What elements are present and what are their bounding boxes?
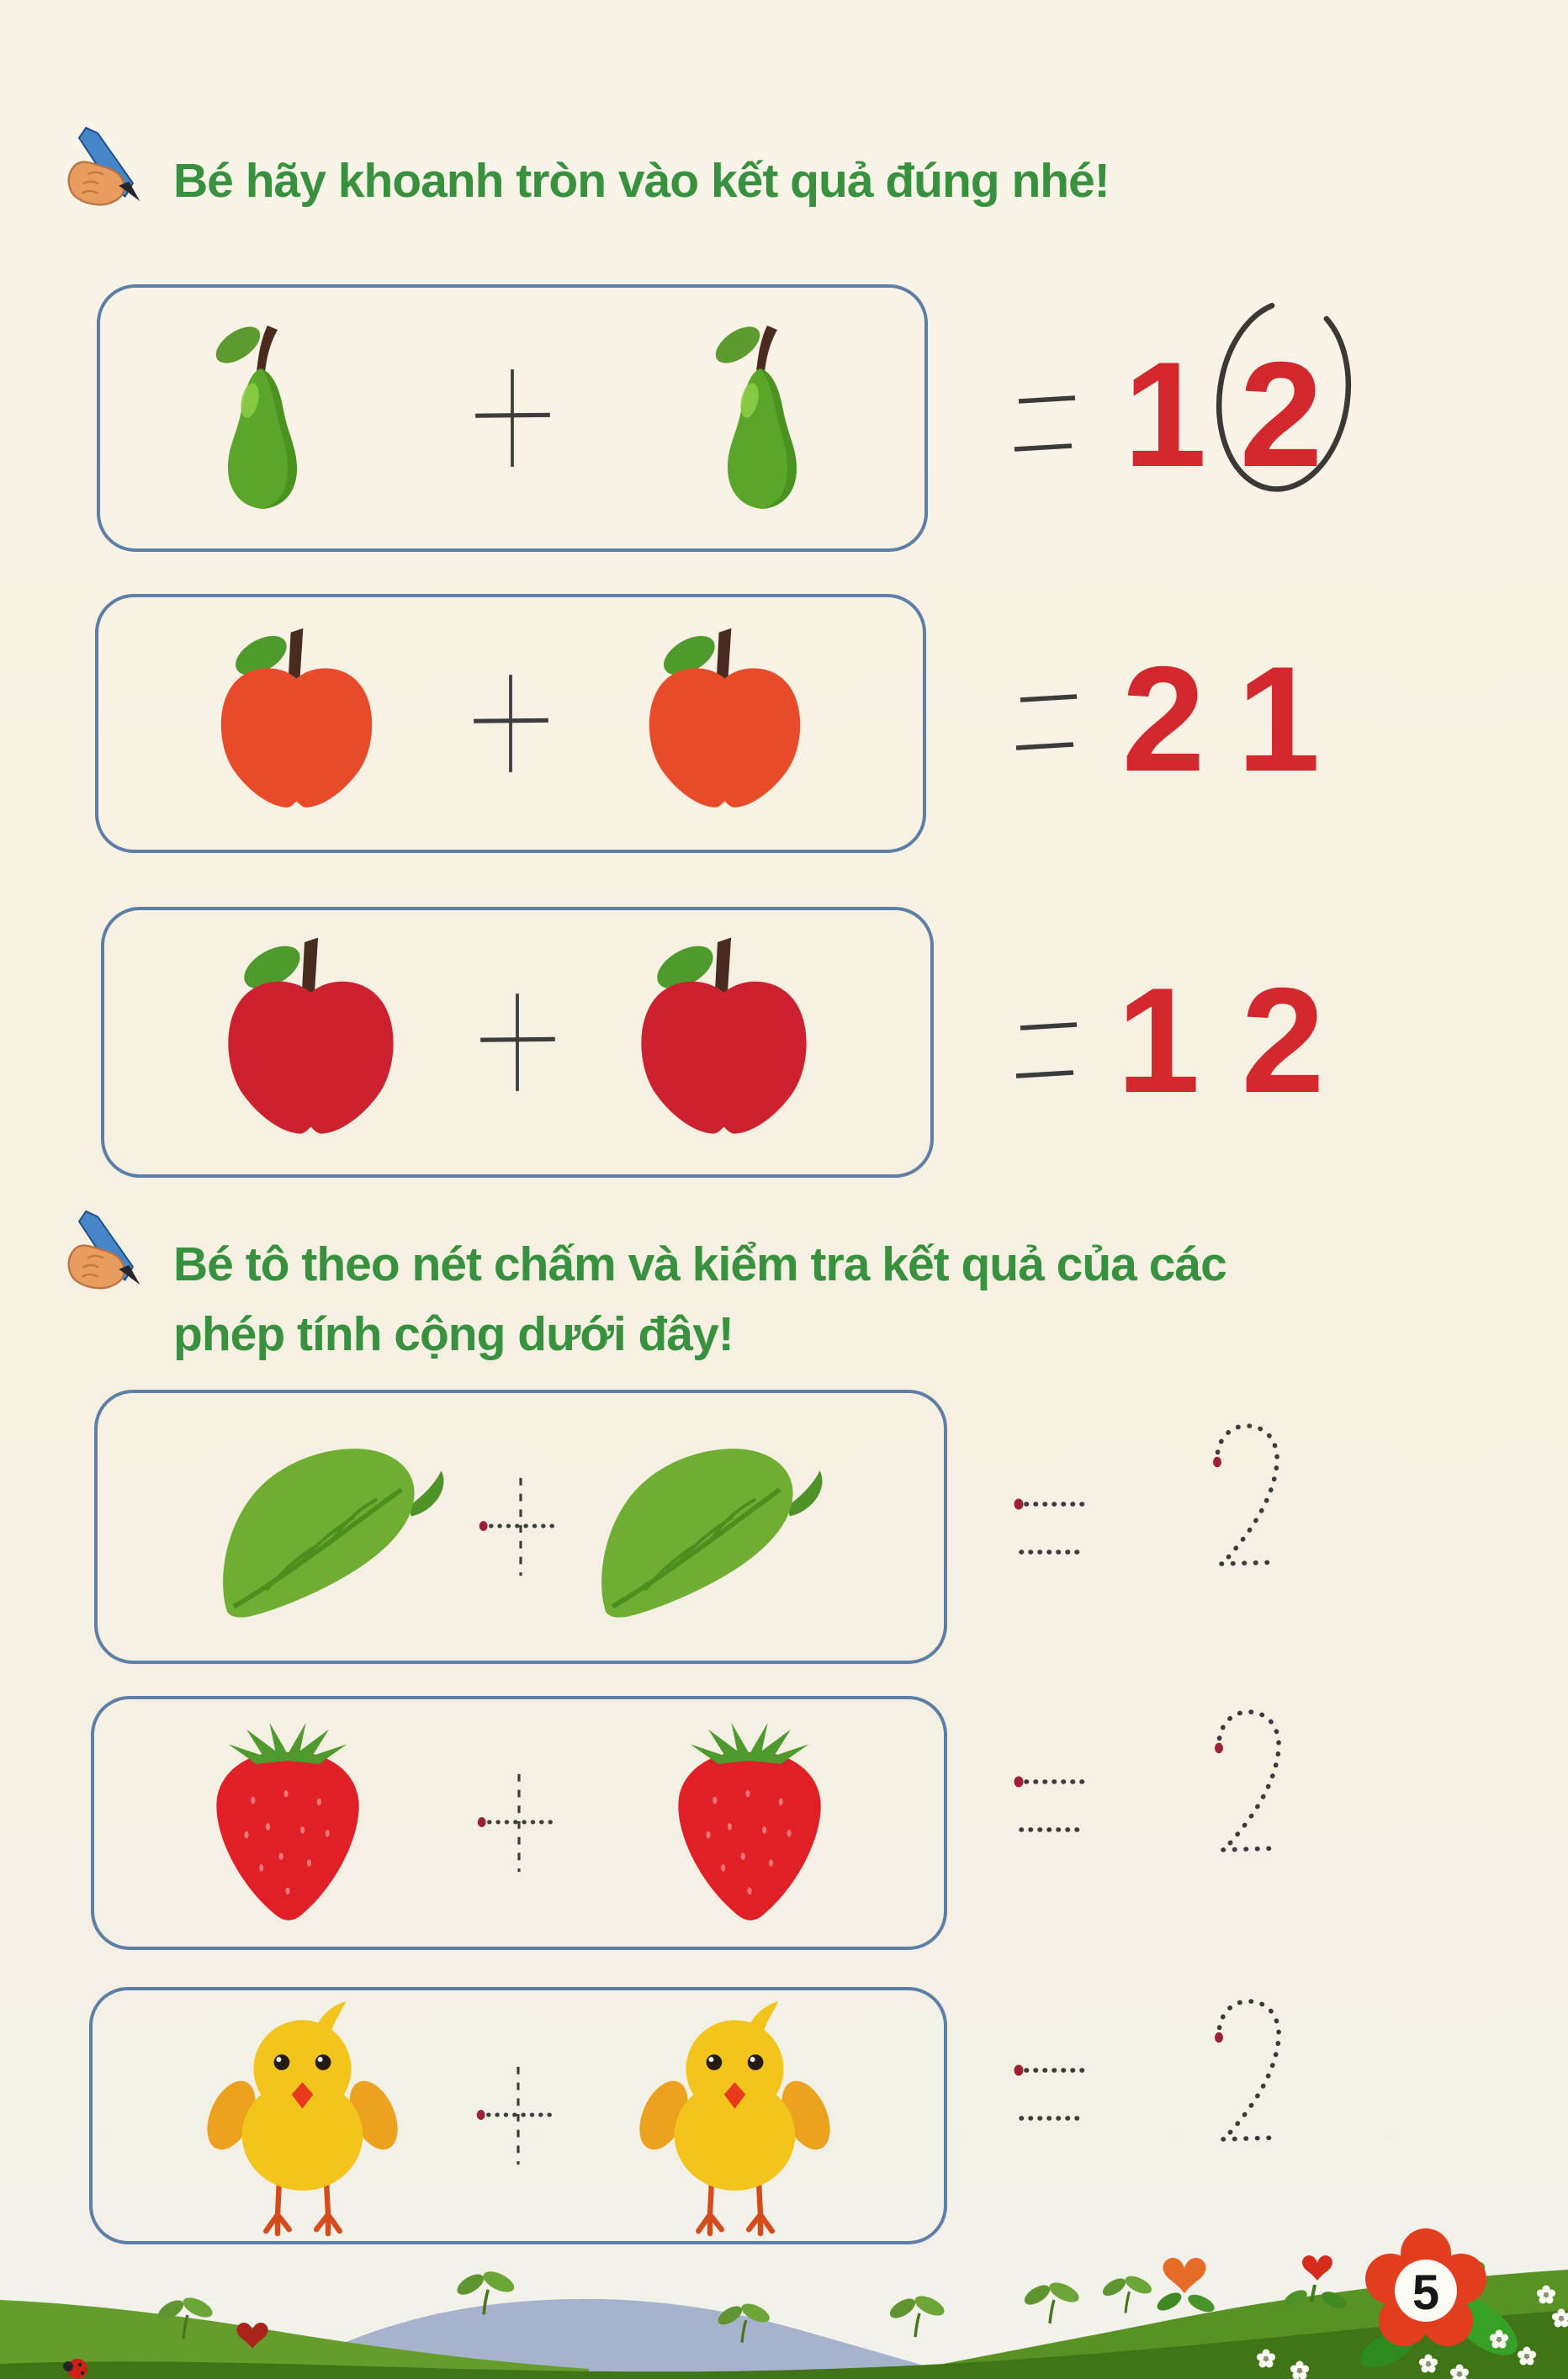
strawberry-icon <box>193 1718 383 1928</box>
apple-icon <box>198 621 395 827</box>
hand-pen-icon <box>64 126 158 214</box>
dotted-plus-icon <box>464 1768 574 1878</box>
dotted-numeral-2[interactable] <box>1213 1706 1285 1866</box>
plus-icon <box>464 671 558 776</box>
leaf-icon <box>575 1429 845 1624</box>
footer-landscape-illustration <box>0 2217 1568 2379</box>
answer-choice[interactable]: 1 <box>1123 331 1207 498</box>
circled-answer-mark <box>1211 293 1356 498</box>
plus-icon <box>465 366 559 470</box>
exercise-3-box <box>101 907 934 1178</box>
chick-icon <box>624 1990 845 2242</box>
equals-icon <box>1013 389 1080 460</box>
task2-line2: phép tính cộng dưới đây! <box>173 1306 734 1361</box>
equals-icon <box>1014 688 1082 759</box>
leaf-icon <box>197 1429 466 1624</box>
dotted-equals-icon <box>1013 1774 1090 1838</box>
exercise-5-box <box>91 1696 947 1950</box>
exercise-2-box <box>95 594 926 853</box>
answer-choice[interactable]: 1 <box>1116 956 1200 1124</box>
answer-choice[interactable]: 2 <box>1121 635 1205 803</box>
task2-heading <box>64 1210 1226 1369</box>
answer-choice[interactable]: 1 <box>1237 635 1321 803</box>
pear-icon <box>699 320 825 517</box>
task1-instruction: Bé hãy khoanh tròn vào kết quả đúng nhé! <box>173 154 1110 208</box>
strawberry-icon <box>655 1718 845 1928</box>
plus-icon <box>470 990 564 1094</box>
apple-icon <box>617 930 831 1155</box>
dotted-equals-icon <box>1013 2063 1090 2127</box>
apple-icon <box>204 930 418 1155</box>
task2-instruction <box>173 1210 1226 1369</box>
exercise-1-box <box>97 284 928 552</box>
answer-choice[interactable]: 2 <box>1239 331 1323 498</box>
page-number: 5 <box>1412 2265 1440 2320</box>
exercise-4-box <box>94 1390 947 1664</box>
dotted-plus-icon <box>464 2061 573 2170</box>
answer-choice[interactable]: 2 <box>1241 956 1325 1124</box>
dotted-numeral-2[interactable] <box>1213 1995 1285 2155</box>
dotted-numeral-2[interactable] <box>1211 1420 1284 1580</box>
hand-pen-icon <box>64 1210 158 1297</box>
equals-icon <box>1014 1016 1082 1087</box>
exercise-6-box <box>89 1987 947 2244</box>
apple-icon <box>626 621 824 827</box>
chick-icon <box>192 1990 412 2242</box>
task2-line1: Bé tô theo nét chấm và kiểm tra kết quả của các <box>173 1237 1226 1291</box>
pear-icon <box>199 320 326 517</box>
task1-heading <box>64 126 1110 216</box>
dotted-plus-icon <box>466 1472 575 1582</box>
dotted-equals-icon <box>1013 1497 1090 1560</box>
